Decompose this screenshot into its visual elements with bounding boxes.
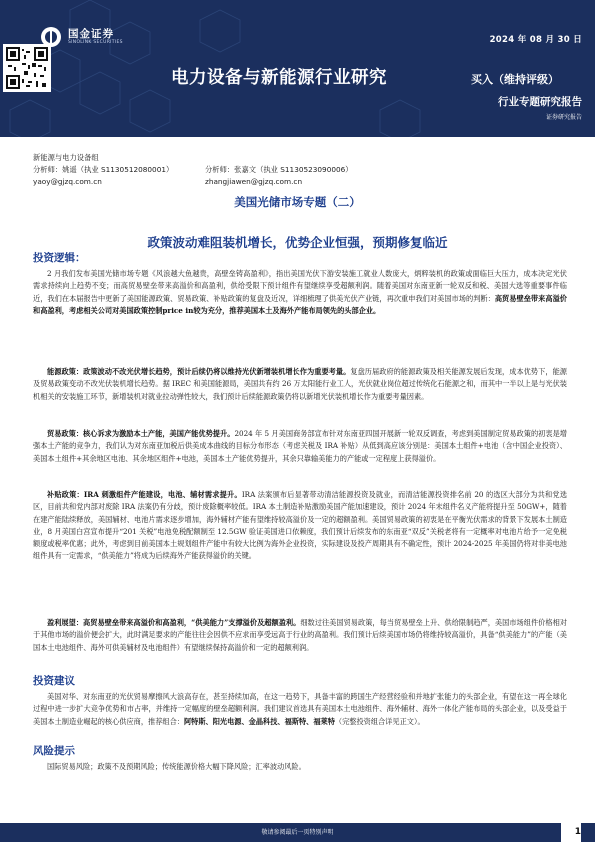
profit-outlook-lead: 盈利展望：高贸易壁垒带来高溢价和高盈利，“供美能力”支撑溢价及超额盈利。: [47, 618, 301, 627]
recommended-portfolio: 阿特斯、阳光电源、金晶科技、福斯特、福莱特: [183, 716, 335, 726]
report-date: 2024 年 08 月 30 日: [489, 35, 582, 45]
analyst-2-name: 分析师：张嘉文（执业 S1130523090006）: [205, 165, 353, 174]
paragraph-advice: [33, 691, 567, 728]
subsidy-policy-text: IRA 法案颁布后显著带动清洁能源投资及就业，而清洁能源投资排名前 20 的选区大部分为共和党选区，目前共和党内部对废除 IRA 法案仍有分歧，预计废除概率较低。IRA 本土制造补贴激励美国产能加速建设，预计 2024 年末组件名义产能将提升至 50GW+，随着在建产能陆续释放，美国辅材、电池片需求逐步增加，海外辅材产能有望维持较高溢价及一定的超额盈利。美国贸易政策的初衷是在平衡光伏需求的背景下发展本土制造业，8 月美国白宫宣布提升“201 关税”电池免税配额制至 12.5GW 验证美国进口依赖度，我们预计后续发布的东南亚“双反”关税老将有一定概率对电池片给予一定免税额度或税率优惠；此外，考虑到目前美国本土规划组件产能中有较大比例为海外企业投资，实际建设及投产周期具有不确定性，预计 2024-2025 年美国仍将对非美电池组件具有一定需求，“供美能力”将成为后续海外产能获得溢价的关键。: [33, 490, 568, 561]
report-headline: 政策波动难阻装机增长，优势企业恒强，预期修复临近: [147, 235, 448, 250]
profit-outlook-text: 细数过往美国贸易政策，每当贸易壁垒上升、供给限制趋严，美国市场组件价格相对于其他市场的溢价便会扩大，此时满足要求的产能往往会因供不应求而享受远高于行业的高盈利。我们预计后续美国市场仍将维持较高溢价，具备“供美能力”的产能（美国本土电池组件、海外可供美辅材及电池组件）有望继续保持高溢价和一定的超额利润。: [33, 618, 567, 652]
document-class: 证券研究报告: [545, 114, 582, 121]
analyst-2-email[interactable]: zhangjiawen@gjzq.com.cn: [205, 177, 303, 186]
intro-text: 2 月我们发布美国光储市场专题《风浪越大鱼越贵，高壁垒铸高盈利》，指出美国光伏下游安装施工就业人数庞大，炳粹装机的政策或面临巨大压力，成本决定光伏需求持续向上趋势不变；而高贸易壁垒带来高溢价和高盈利，供给受限下预计组件有望继续享受超额利润。随着美国对东南亚新一轮双反和税、美国大选等重要事件临近，我们在本届报告中更新了美国能源政策、贸易政策、补贴政策的复盘及近况，详细梳理了供美光伏产业链，再次重申我们对美国市场的判断：: [33, 269, 567, 303]
energy-policy-lead: 能源政策：政策波动不改光伏增长趋势，预计后续仍将以维持光伏新增装机增长作为重要考量。: [47, 367, 351, 376]
advice-tail: （完整投资组合详见正文）。: [334, 716, 425, 726]
report-title: 电力设备与新能源行业研究: [171, 68, 387, 88]
trade-policy-lead: 贸易政策：核心诉求为激励本土产能，美国产能优势提升。: [47, 429, 235, 438]
paragraph-trade-policy: [33, 428, 567, 465]
qr-code: [3, 44, 51, 92]
page-number: 1: [561, 823, 581, 842]
section-investment-logic: 投资逻辑：: [33, 252, 86, 264]
analyst-1-name: 分析师：姚遥（执业 S1130512080001）: [33, 165, 174, 174]
paragraph-profit-outlook: [33, 617, 567, 654]
trade-policy-text: 2024 年 5 月美国商务部宣布针对东南亚四国开展新一轮双反调查，考虑到美国制定贸易政策的初衷是增强本土产能的竞争力，我们认为对东南亚加税后供美成本曲线的目标分布形态（考虑关税及 IRA 补贴）从低到高应该分别是：美国本土组件+电池（含中国企业投资）、美国本土组件+其余地区电池、其余地区组件+电池，美国本土产能优势提升，其余只靠输美能力的产能或一定程度上获得溢价。: [33, 429, 567, 463]
report-header: [0, 0, 595, 137]
paragraph-risk: 国际贸易风险；政策不及预期风险；传统能源价格大幅下降风险；汇率波动风险。: [47, 762, 306, 771]
rating-badge: 买入（维持评级）: [471, 73, 559, 86]
section-investment-advice: 投资建议: [33, 675, 75, 687]
paragraph-subsidy-policy: [33, 489, 567, 563]
company-logo: [40, 26, 123, 48]
sector-team: 新能源与电力设备组: [33, 153, 99, 162]
paragraph-intro: [33, 268, 567, 317]
paragraph-energy-policy: [33, 366, 567, 403]
section-risk: 风险提示: [33, 745, 75, 757]
report-type: 行业专题研究报告: [498, 96, 582, 108]
disclaimer-note[interactable]: 敬请参阅最后一页特别声明: [261, 829, 334, 836]
energy-policy-text: 复盘历届政府的能源政策及相关能源发展后发现，成本优势下，能源及贸易政策变动不改光伏装机增长趋势。据 IREC 和美国能源局，美国共有约 26 万太阳能行业工人，光伏就业岗位超过传统化石能源之和，而其中一半以上是与光伏装机相关的安装施工环节，新增装机对就业拉动弹性较大，我们预计后续能源政策仍将以新增光伏装机增长作为重要考量因素。: [33, 367, 567, 401]
analyst-1-email[interactable]: yaoy@gjzq.com.cn: [33, 177, 102, 186]
intro-conclusion: 高贸易壁垒带来高溢价和高盈利，考虑相关公司对美国政策控制price in较为充分，推荐美国本土及海外产能布局领先的头部企业。: [33, 293, 567, 315]
logo-name-en: SINOLINK SECURITIES: [68, 40, 123, 45]
report-subject: 美国光储市场专题（二）: [234, 195, 361, 209]
advice-text: 美国对华、对东南亚的光伏贸易摩擦风大浪高存在，甚至持续加高，在这一趋势下，具备丰富的跨国生产经营经验和并地扩张能力的头部企业，有望在这一再全球化过程中进一步扩大竞争优势和市占率，并维持一定幅度的壁垒超额利润。我们建议首选具有美国本土电池组件、海外辅材、海外一体化产能布局的头部企业，以及受益于美国本土制造业崛起的核心供应商，推荐组合：: [33, 692, 567, 726]
qr-code-icon: [6, 47, 48, 89]
logo-name-cn: 国金证券: [68, 28, 114, 40]
subsidy-policy-lead: 补贴政策：IRA 刺激组件产能建设，电池、辅材需求提升。: [47, 490, 242, 499]
